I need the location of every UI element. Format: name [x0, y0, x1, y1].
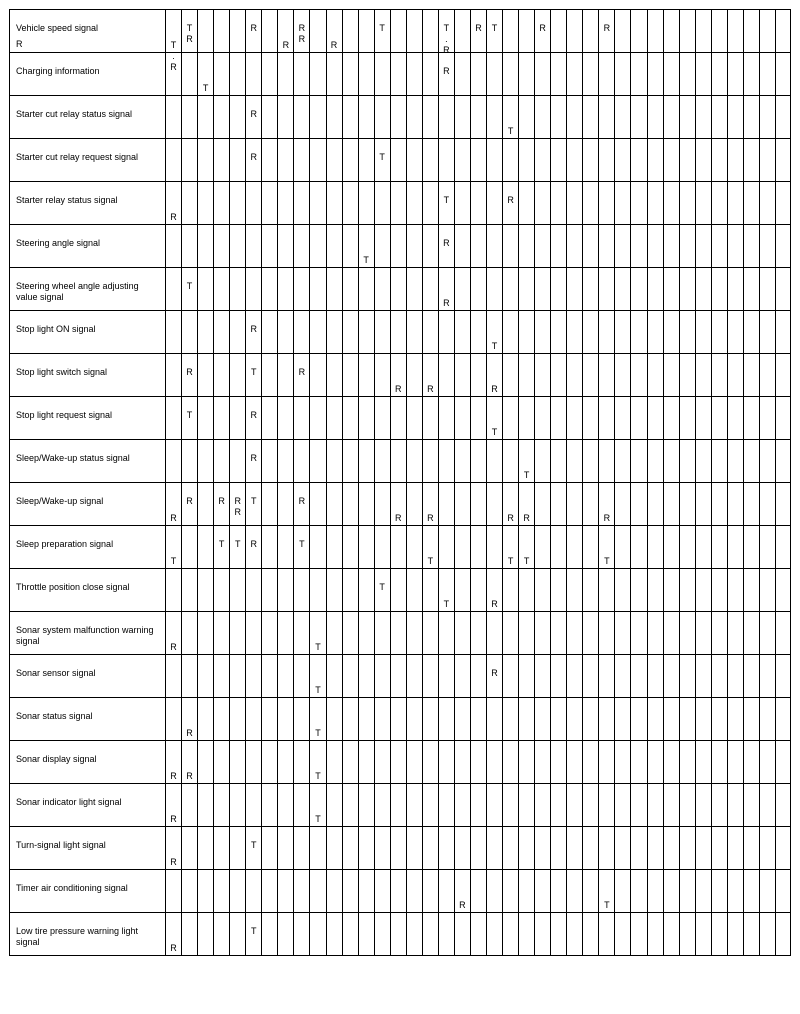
signal-mark: T . R	[443, 23, 450, 55]
col-divider	[197, 9, 198, 955]
row-divider	[9, 568, 791, 569]
signal-mark: T	[443, 599, 450, 609]
signal-mark: R	[170, 513, 177, 523]
row-divider	[9, 95, 791, 96]
col-divider	[566, 9, 567, 955]
signal-mark: R	[539, 23, 546, 33]
signal-mark: T	[379, 152, 385, 162]
signal-mark: T	[443, 195, 450, 205]
signal-mark: R	[250, 324, 257, 334]
col-divider	[534, 9, 535, 955]
signal-mark: R R	[234, 496, 241, 517]
signal-mark: R	[170, 857, 177, 867]
signal-mark: T	[315, 771, 321, 781]
signal-mark: T	[507, 126, 514, 136]
row-divider	[9, 697, 791, 698]
signal-mark: R	[250, 453, 257, 463]
row-divider	[9, 525, 791, 526]
row-divider	[9, 611, 791, 612]
col-divider	[582, 9, 583, 955]
signal-matrix-table	[9, 9, 791, 1004]
signal-mark: R	[186, 367, 193, 377]
signal-mark: R	[298, 367, 306, 377]
signal-mark: T	[186, 410, 193, 420]
row-divider	[9, 310, 791, 311]
col-divider	[486, 9, 487, 955]
signal-mark: T	[251, 367, 257, 377]
signal-mark: T	[218, 539, 225, 549]
col-divider	[679, 9, 680, 955]
signal-mark: T R	[186, 23, 193, 44]
row-label-secondary: R	[16, 39, 23, 49]
col-divider	[245, 9, 246, 955]
signal-mark: R	[507, 195, 514, 205]
signal-mark: R	[186, 496, 193, 506]
signal-mark: R	[394, 384, 402, 394]
signal-mark: R	[170, 212, 177, 222]
signal-mark: R	[282, 40, 290, 50]
row-label: Low tire pressure warning light signal	[16, 926, 139, 947]
signal-mark: T	[299, 539, 305, 549]
col-divider	[454, 9, 455, 955]
signal-mark: R	[170, 814, 177, 824]
row-label: Sleep preparation signal	[16, 539, 114, 549]
col-divider	[518, 9, 519, 955]
signal-mark: T	[379, 23, 385, 33]
signal-mark: T	[427, 556, 434, 566]
col-divider	[181, 9, 182, 955]
row-divider	[9, 181, 791, 182]
signal-mark: T	[251, 840, 257, 850]
col-divider	[759, 9, 760, 955]
signal-mark: T	[363, 255, 369, 265]
signal-mark: R	[250, 410, 257, 420]
row-divider	[9, 224, 791, 225]
col-divider	[502, 9, 503, 955]
row-label: Charging information	[16, 66, 100, 76]
row-label: Sonar system malfunction warning signal	[16, 625, 154, 646]
signal-mark: T	[523, 556, 530, 566]
row-divider	[9, 955, 791, 956]
signal-mark: R	[491, 668, 498, 678]
signal-mark: T	[234, 539, 241, 549]
col-divider	[229, 9, 230, 955]
row-label: Vehicle speed signal	[16, 23, 99, 33]
row-label: Sleep/Wake-up status signal	[16, 453, 130, 463]
signal-mark: R	[427, 384, 434, 394]
col-divider	[326, 9, 327, 955]
signal-mark: R	[507, 513, 514, 523]
row-divider	[9, 52, 791, 53]
row-label: Timer air conditioning signal	[16, 883, 128, 893]
col-divider	[630, 9, 631, 955]
signal-mark: R	[186, 728, 193, 738]
row-label: Sleep/Wake-up signal	[16, 496, 104, 506]
col-divider	[647, 9, 648, 955]
signal-mark: R	[475, 23, 482, 33]
col-divider	[9, 9, 10, 955]
col-divider	[374, 9, 375, 955]
signal-mark: R R	[298, 23, 306, 44]
row-divider	[9, 353, 791, 354]
col-divider	[422, 9, 423, 955]
col-divider	[614, 9, 615, 955]
row-label: Starter cut relay status signal	[16, 109, 133, 119]
signal-mark: T	[186, 281, 193, 291]
row-label: Sonar sensor signal	[16, 668, 96, 678]
signal-mark: R	[218, 496, 225, 506]
signal-mark: R	[443, 238, 450, 248]
col-divider	[663, 9, 664, 955]
signal-mark: R	[170, 771, 177, 781]
signal-mark: T	[604, 900, 610, 910]
signal-mark: T	[523, 470, 530, 480]
col-divider	[438, 9, 439, 955]
row-label: Throttle position close signal	[16, 582, 130, 592]
signal-mark: R	[443, 66, 450, 76]
col-divider	[598, 9, 599, 955]
signal-mark: R	[603, 513, 611, 523]
signal-mark: R	[491, 599, 498, 609]
row-label: Sonar indicator light signal	[16, 797, 122, 807]
signal-mark: R	[491, 384, 498, 394]
row-divider	[9, 439, 791, 440]
col-divider	[711, 9, 712, 955]
col-divider	[406, 9, 407, 955]
signal-mark: R	[523, 513, 530, 523]
signal-mark: T	[170, 556, 177, 566]
signal-mark: T	[315, 814, 321, 824]
row-label: Stop light request signal	[16, 410, 113, 420]
col-divider	[213, 9, 214, 955]
row-divider	[9, 267, 791, 268]
signal-mark: T	[251, 496, 257, 506]
signal-mark: R	[298, 496, 306, 506]
signal-mark: R	[394, 513, 402, 523]
signal-mark: R	[250, 109, 257, 119]
signal-mark: T	[315, 685, 321, 695]
col-divider	[358, 9, 359, 955]
signal-mark: R	[427, 513, 434, 523]
row-divider	[9, 826, 791, 827]
row-label: Sonar status signal	[16, 711, 93, 721]
row-divider	[9, 783, 791, 784]
col-divider	[342, 9, 343, 955]
row-divider	[9, 138, 791, 139]
signal-mark: T	[315, 728, 321, 738]
row-divider	[9, 396, 791, 397]
row-divider	[9, 482, 791, 483]
col-divider	[293, 9, 294, 955]
row-label: Starter cut relay request signal	[16, 152, 139, 162]
signal-mark: T	[379, 582, 385, 592]
col-divider	[790, 9, 791, 955]
signal-mark: T	[315, 642, 321, 652]
signal-mark: T	[491, 23, 498, 33]
signal-mark: R	[250, 23, 257, 33]
signal-mark: T	[604, 556, 610, 566]
col-divider	[775, 9, 776, 955]
col-divider	[277, 9, 278, 955]
row-label: Sonar display signal	[16, 754, 97, 764]
signal-mark: T	[507, 556, 514, 566]
signal-mark: R	[186, 771, 193, 781]
row-label: Turn-signal light signal	[16, 840, 106, 850]
signal-mark: R	[250, 152, 257, 162]
col-divider	[727, 9, 728, 955]
row-label: Starter relay status signal	[16, 195, 118, 205]
signal-mark: R	[250, 539, 257, 549]
col-divider	[390, 9, 391, 955]
signal-mark: R	[603, 23, 611, 33]
row-divider	[9, 869, 791, 870]
signal-mark: T	[491, 427, 498, 437]
signal-mark: T	[491, 341, 498, 351]
col-divider	[261, 9, 262, 955]
signal-mark: R	[330, 40, 338, 50]
signal-mark: R	[170, 943, 177, 953]
row-label: Steering angle signal	[16, 238, 101, 248]
row-label: Stop light switch signal	[16, 367, 108, 377]
signal-mark: T	[202, 83, 209, 93]
signal-mark: R	[170, 642, 177, 652]
signal-mark: R	[459, 900, 466, 910]
row-label: Stop light ON signal	[16, 324, 96, 334]
signal-mark: R	[443, 298, 450, 308]
row-divider	[9, 9, 791, 10]
row-divider	[9, 654, 791, 655]
col-divider	[550, 9, 551, 955]
signal-mark: T . R	[170, 40, 177, 72]
signal-mark: T	[251, 926, 257, 936]
col-divider	[695, 9, 696, 955]
col-divider	[743, 9, 744, 955]
row-label: Steering wheel angle adjusting value signal	[16, 281, 139, 302]
row-divider	[9, 740, 791, 741]
col-divider	[470, 9, 471, 955]
row-divider	[9, 912, 791, 913]
